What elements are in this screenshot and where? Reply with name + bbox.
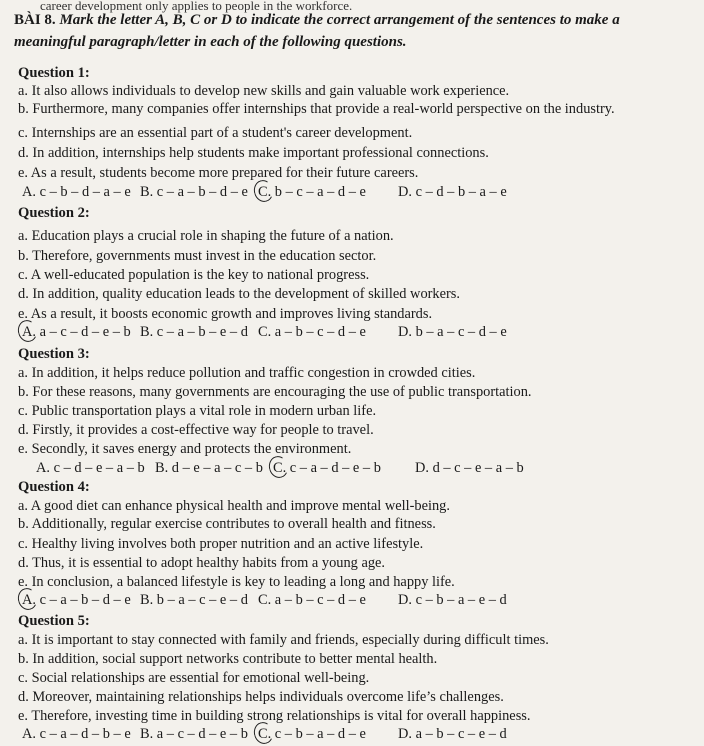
sentence-item: b. For these reasons, many governments are encouraging the use of public transportation.: [18, 384, 532, 400]
answer-option[interactable]: A. a – c – d – e – b: [22, 323, 131, 341]
exercise-heading: [14, 9, 698, 53]
answer-option[interactable]: A. c – b – d – a – e: [22, 184, 131, 200]
sentence-item: e. As a result, students become more prepared for their future careers.: [18, 165, 419, 181]
question-title: Question 3:: [18, 346, 90, 362]
sentence-item: b. Furthermore, many companies offer internships that provide a real-world perspective on the industry.: [18, 101, 615, 117]
answer-option[interactable]: C. b – c – a – d – e: [258, 183, 366, 201]
question-title: Question 2:: [18, 205, 90, 221]
answer-option[interactable]: A. c – d – e – a – b: [36, 460, 145, 476]
sentence-item: b. Additionally, regular exercise contributes to overall health and fitness.: [18, 516, 436, 532]
sentence-item: d. Thus, it is essential to adopt healthy habits from a young age.: [18, 555, 386, 571]
top-fragment-text: career development only applies to people in the workforce.: [40, 0, 353, 13]
sentence-item: c. Social relationships are essential for emotional well-being.: [18, 670, 370, 686]
sentence-item: d. Moreover, maintaining relationships helps individuals overcome life’s challenges.: [18, 689, 504, 705]
sentence-item: b. Therefore, governments must invest in the education sector.: [18, 248, 377, 264]
exercise-label: BÀI 8.: [14, 12, 56, 28]
question-title: Question 1:: [18, 65, 90, 81]
sentence-item: e. Therefore, investing time in building strong relationships is vital for overall happiness.: [18, 708, 531, 724]
answer-option[interactable]: D. d – c – e – a – b: [415, 460, 524, 476]
sentence-item: e. As a result, it boosts economic growth and improves living standards.: [18, 306, 433, 322]
instruction-line-2: meaningful paragraph/letter in each of the following questions.: [14, 34, 407, 50]
answer-option[interactable]: D. c – b – a – e – d: [398, 592, 507, 608]
answer-option[interactable]: B. b – a – c – e – d: [140, 592, 248, 608]
sentence-item: c. Public transportation plays a vital role in modern urban life.: [18, 403, 377, 419]
sentence-item: c. A well-educated population is the key to national progress.: [18, 267, 370, 283]
answer-option[interactable]: B. d – e – a – c – b: [155, 460, 263, 476]
answer-option[interactable]: B. a – c – d – e – b: [140, 726, 248, 742]
answer-option[interactable]: A. c – a – d – b – e: [22, 726, 131, 742]
sentence-item: e. In conclusion, a balanced lifestyle is key to leading a long and happy life.: [18, 574, 455, 590]
answer-option[interactable]: D. c – d – b – a – e: [398, 184, 507, 200]
answer-option[interactable]: B. c – a – b – e – d: [140, 324, 248, 340]
sentence-item: e. Secondly, it saves energy and protects the environment.: [18, 441, 352, 457]
question-title: Question 5:: [18, 613, 90, 629]
answer-option[interactable]: B. c – a – b – d – e: [140, 184, 248, 200]
answer-option[interactable]: C. c – b – a – d – e: [258, 725, 366, 743]
answer-option[interactable]: D. b – a – c – d – e: [398, 324, 507, 340]
question-title: Question 4:: [18, 479, 90, 495]
sentence-item: d. In addition, internships help students make important professional connections.: [18, 145, 489, 161]
sentence-item: b. In addition, social support networks contribute to better mental health.: [18, 651, 438, 667]
sentence-item: c. Internships are an essential part of a student's career development.: [18, 125, 413, 141]
answer-option[interactable]: A. c – a – b – d – e: [22, 591, 131, 609]
answer-option[interactable]: C. a – b – c – d – e: [258, 592, 366, 608]
sentence-item: a. In addition, it helps reduce pollution and traffic congestion in crowded cities.: [18, 365, 476, 381]
sentence-item: a. It also allows individuals to develop new skills and gain valuable work experience.: [18, 83, 510, 99]
sentence-item: a. A good diet can enhance physical health and improve mental well-being.: [18, 498, 450, 514]
sentence-item: c. Healthy living involves both proper nutrition and an active lifestyle.: [18, 536, 424, 552]
sentence-item: d. In addition, quality education leads to the development of skilled workers.: [18, 286, 461, 302]
answer-option[interactable]: D. a – b – c – e – d: [398, 726, 507, 742]
answer-option[interactable]: C. c – a – d – e – b: [273, 459, 381, 477]
sentence-item: a. Education plays a crucial role in shaping the future of a nation.: [18, 228, 394, 244]
instruction-line-1: Mark the letter A, B, C or D to indicate the correct arrangement of the sentences to make a: [59, 12, 620, 28]
sentence-item: d. Firstly, it provides a cost-effective way for people to travel.: [18, 422, 374, 438]
sentence-item: a. It is important to stay connected with family and friends, especially during difficult times.: [18, 632, 549, 648]
answer-option[interactable]: C. a – b – c – d – e: [258, 324, 366, 340]
